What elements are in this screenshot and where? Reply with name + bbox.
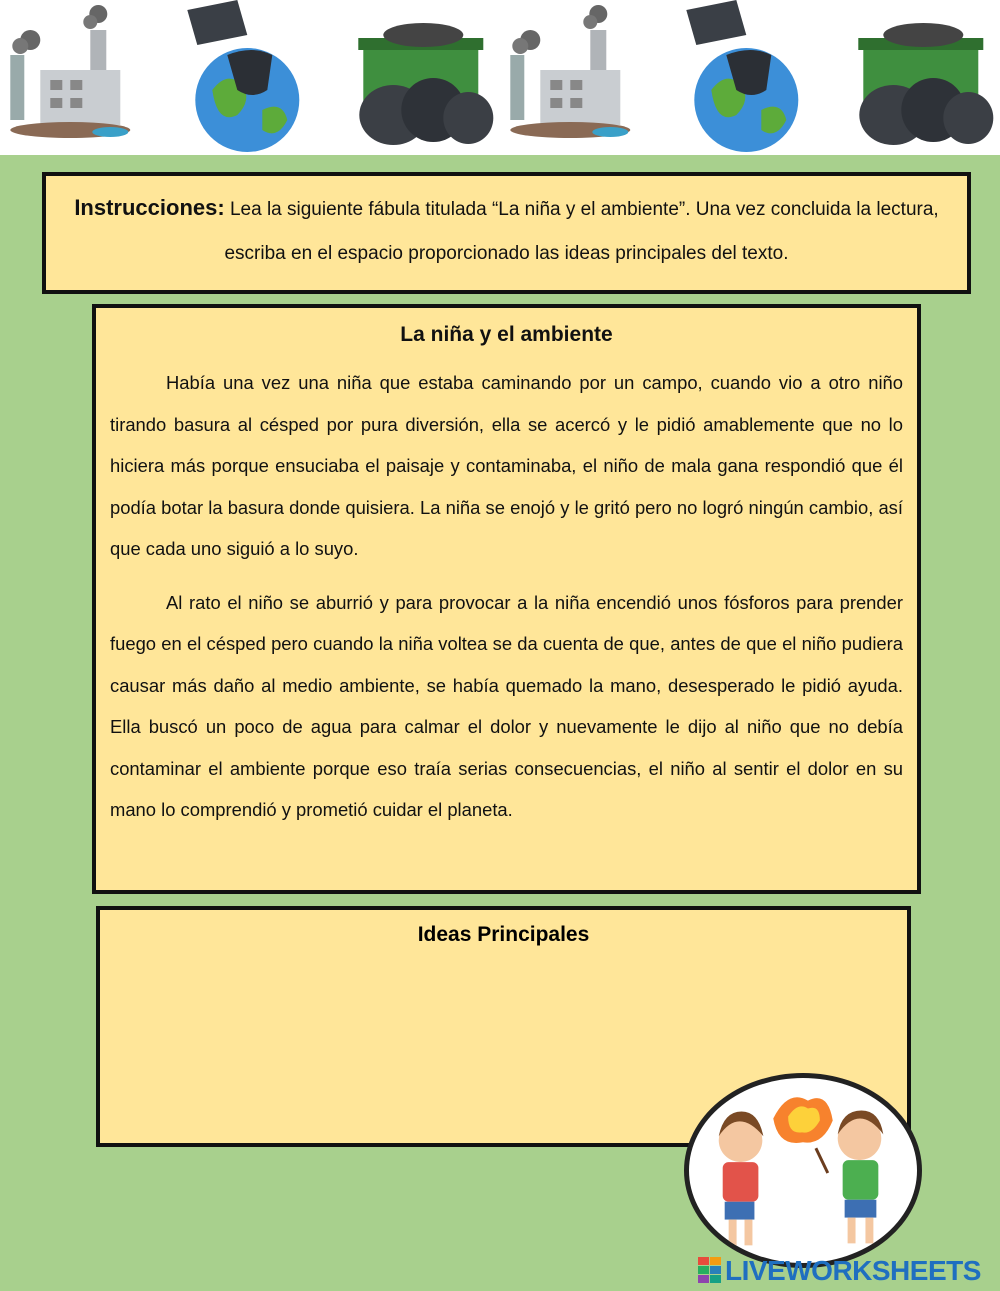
story-box bbox=[92, 304, 921, 894]
instructions-box bbox=[42, 172, 971, 294]
garbage-bin-icon bbox=[833, 0, 1000, 155]
garbage-bin-icon bbox=[333, 0, 500, 155]
liveworksheets-icon bbox=[698, 1257, 722, 1285]
ideas-answer-input[interactable] bbox=[112, 958, 702, 1133]
factory-icon bbox=[500, 0, 667, 155]
liveworksheets-logo bbox=[698, 1254, 981, 1288]
polluted-earth-icon bbox=[167, 0, 334, 155]
brand-text: LIVEWORKSHEETS bbox=[725, 1255, 981, 1286]
story-title: La niña y el ambiente bbox=[400, 323, 613, 346]
banner-illustrations bbox=[0, 0, 1000, 155]
story-paragraph: Había una vez una niña que estaba caminando por un campo, cuando vio a otro niño tirando basura al césped por pura diversión, ella se acercó y le pidió amablemente que no lo hiciera más porque ensuciaba el paisaje y contaminaba, el niño de mala gana respondió que él podía botar la basura donde quisiera. La niña se enojó y le gritó pero no logró ningún cambio, así que cada uno siguió a lo suyo. bbox=[110, 372, 903, 559]
children-fire-illustration bbox=[684, 1073, 922, 1268]
instructions-label: Instrucciones: bbox=[74, 195, 225, 220]
ideas-title: Ideas Principales bbox=[417, 923, 590, 946]
polluted-earth-icon bbox=[666, 0, 833, 155]
factory-icon bbox=[0, 0, 167, 155]
story-paragraph: Al rato el niño se aburrió y para provocar a la niña encendió unos fósforos para prender fuego en el césped pero cuando la niña voltea se da cuenta de que, antes de que el niño pudiera causar más daño al medio ambiente, se había quemado la mano, desesperado le pidió ayuda. Ella buscó un poco de agua para calmar el dolor y nuevamente le dijo al niño que no debía contaminar el ambiente porque eso traía serias consecuencias, el niño al sentir el dolor en su mano lo comprendió y prometió cuidar el planeta. bbox=[110, 591, 903, 820]
instructions-text: Lea la siguiente fábula titulada “La niña y el ambiente”. Una vez concluida la lectura, escriba en el espacio proporcionado las ideas principales del texto. bbox=[224, 199, 939, 264]
